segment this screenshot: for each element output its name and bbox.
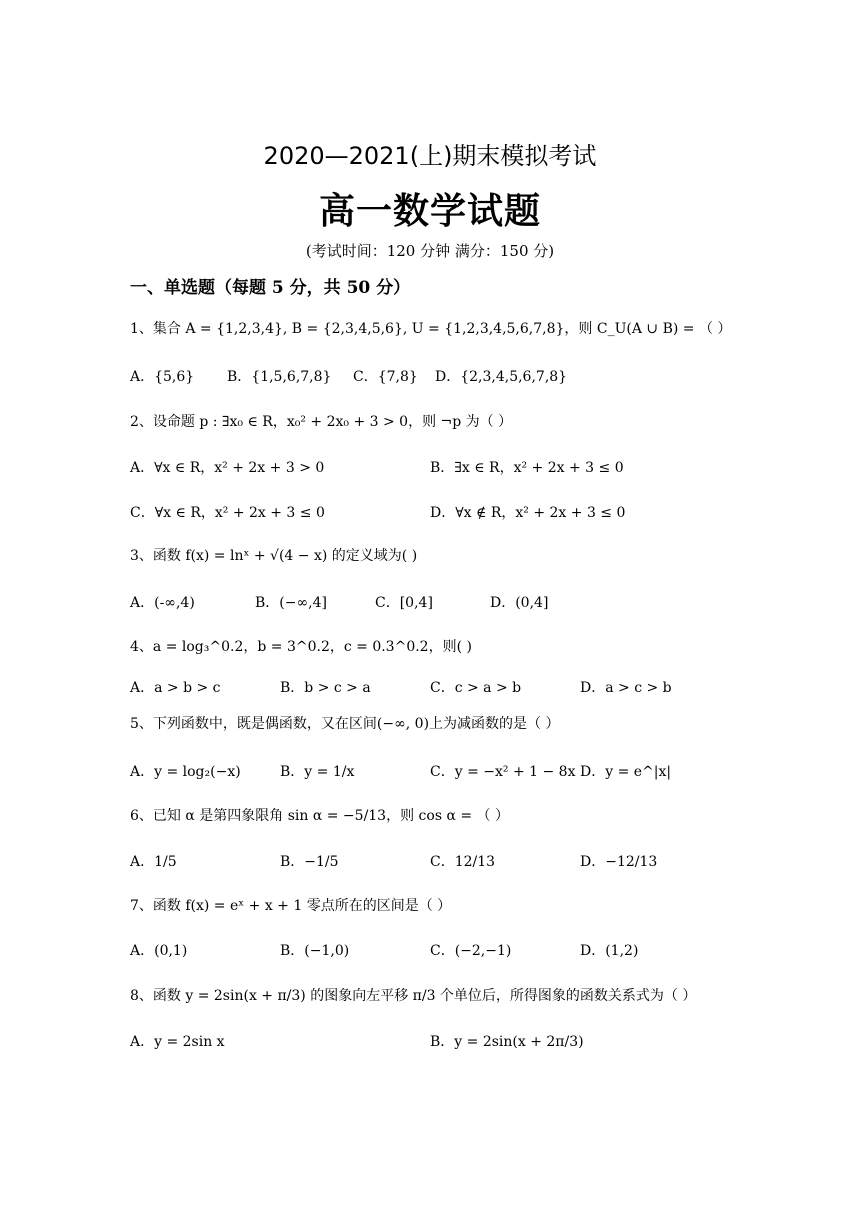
question-4-stem: 4、a = log₃^0.2，b = 3^0.2，c = 0.3^0.2，则( ) bbox=[130, 639, 472, 655]
question-1-option-a: A．{5,6} bbox=[130, 369, 195, 385]
question-5-option-b: B．y = 1/x bbox=[280, 764, 355, 780]
question-3-option-c: C．[0,4] bbox=[375, 595, 433, 611]
question-6-option-c: C．12/13 bbox=[430, 854, 496, 870]
question-2-option-d: D．∀x ∉ R，x² + 2x + 3 ≤ 0 bbox=[430, 505, 626, 521]
question-7-option-c: C．(−2,−1) bbox=[430, 943, 512, 959]
question-6-option-a: A．1/5 bbox=[130, 854, 177, 870]
question-6-option-b: B．−1/5 bbox=[280, 854, 339, 870]
question-7-option-d: D．(1,2) bbox=[580, 943, 639, 959]
question-5-stem: 5、下列函数中，既是偶函数，又在区间(−∞, 0)上为减函数的是（ ） bbox=[130, 716, 560, 732]
question-6-option-d: D．−12/13 bbox=[580, 854, 658, 870]
question-7-option-b: B．(−1,0) bbox=[280, 943, 350, 959]
question-1-option-b: B．{1,5,6,7,8} bbox=[227, 369, 332, 385]
question-1-stem: 1、集合 A = {1,2,3,4}, B = {2,3,4,5,6}, U = {1,2,3,4,5,6,7,8}，则 C_U(A ∪ B) = （ ） bbox=[130, 321, 732, 337]
subject-title: 高一数学试题 bbox=[318, 191, 541, 232]
question-5-option-d: D．y = e^|x| bbox=[580, 764, 672, 780]
question-3-option-d: D．(0,4] bbox=[490, 595, 549, 611]
question-7-option-a: A．(0,1) bbox=[130, 943, 188, 959]
question-2-option-b: B．∃x ∈ R，x² + 2x + 3 ≤ 0 bbox=[430, 460, 624, 476]
question-5-option-c: C．y = −x² + 1 − 8x bbox=[430, 764, 576, 780]
question-8-option-a: A．y = 2sin x bbox=[130, 1034, 225, 1050]
question-8-stem: 8、函数 y = 2sin(x + π/3) 的图象向左平移 π/3 个单位后，所得图象的函数关系式为（ ） bbox=[130, 988, 697, 1004]
question-1-option-c: C．{7,8} bbox=[353, 369, 418, 385]
question-4-option-a: A．a > b > c bbox=[130, 680, 221, 696]
question-2-option-c: C．∀x ∈ R，x² + 2x + 3 ≤ 0 bbox=[130, 505, 325, 521]
question-1-option-d: D．{2,3,4,5,6,7,8} bbox=[435, 369, 568, 385]
exam-title: 2020—2021(上)期末模拟考试 bbox=[263, 142, 597, 170]
question-4-option-c: C．c > a > b bbox=[430, 680, 522, 696]
question-3-stem: 3、函数 f(x) = lnˣ + √(4 − x) 的定义域为( ) bbox=[130, 548, 418, 564]
question-8-option-b: B．y = 2sin(x + 2π/3) bbox=[430, 1034, 584, 1050]
exam-note: (考试时间：120 分钟 满分：150 分) bbox=[305, 242, 555, 260]
question-3-option-a: A．(-∞,4) bbox=[130, 595, 195, 611]
question-2-stem: 2、设命题 p : ∃x₀ ∈ R，x₀² + 2x₀ + 3 > 0，则 ¬p 为（ ） bbox=[130, 414, 513, 430]
question-7-stem: 7、函数 f(x) = eˣ + x + 1 零点所在的区间是（ ） bbox=[130, 898, 452, 914]
question-4-option-d: D．a > c > b bbox=[580, 680, 672, 696]
question-4-option-b: B．b > c > a bbox=[280, 680, 371, 696]
question-3-option-b: B．(−∞,4] bbox=[255, 595, 327, 611]
section-heading: 一、单选题（每题 5 分，共 50 分） bbox=[130, 278, 411, 298]
question-5-option-a: A．y = log₂(−x) bbox=[130, 764, 241, 780]
question-6-stem: 6、已知 α 是第四象限角 sin α = −5/13，则 cos α = （ ） bbox=[130, 808, 509, 824]
question-2-option-a: A．∀x ∈ R，x² + 2x + 3 > 0 bbox=[130, 460, 325, 476]
